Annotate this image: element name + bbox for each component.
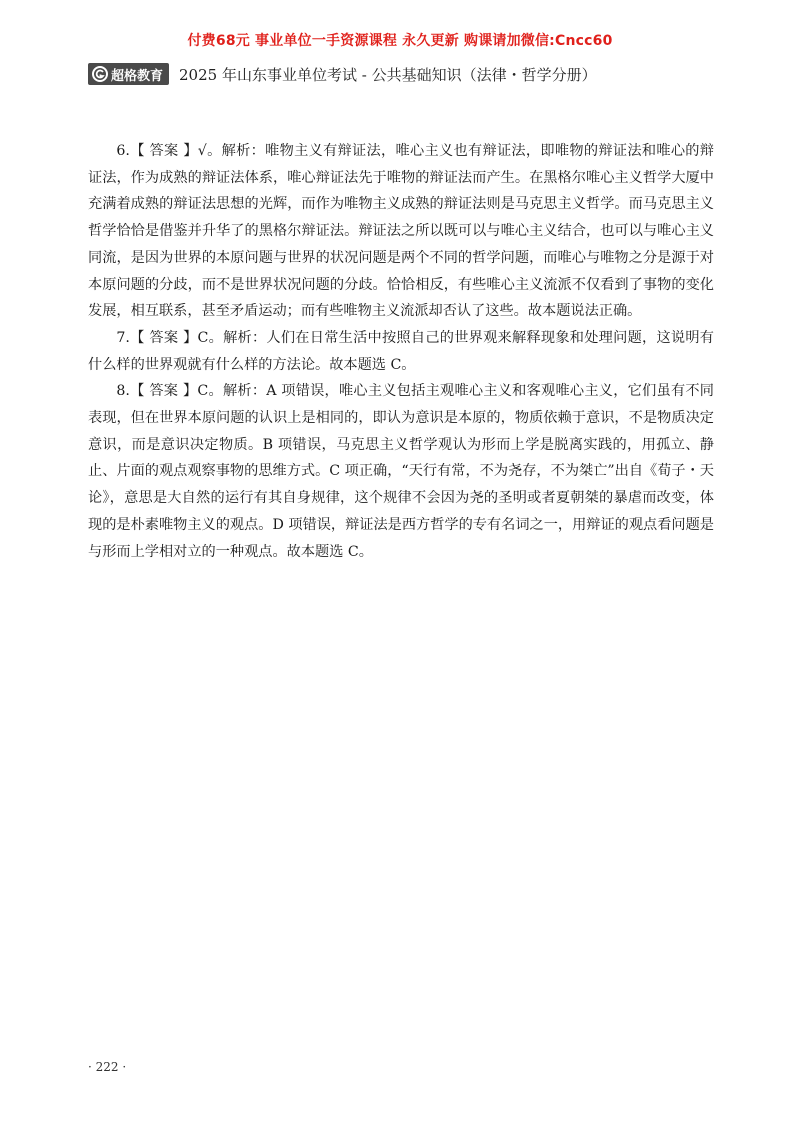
page-number: · 222 · [88, 1060, 127, 1074]
page-header [88, 62, 597, 86]
brand-logo [88, 63, 169, 85]
brand-logo-icon [92, 66, 108, 82]
document-title: 2025 年山东事业单位考试 - 公共基础知识（法律・哲学分册） [179, 65, 597, 84]
answer-explanations [88, 138, 714, 565]
answer-paragraph: 6.【 答案 】√。解析：唯物主义有辩证法，唯心主义也有辩证法，即唯物的辩证法和唯心的辩证法，作为成熟的辩证法体系，唯心辩证法先于唯物的辩证法而产生。在黑格尔唯心主义哲学大厦中充满着成熟的辩证法思想的光辉，而作为唯物主义成熟的辩证法则是马克思主义哲学。而马克思主义哲学恰恰是借鉴并升华了的黑格尔辩证法。辩证法之所以既可以与唯心主义结合，也可以与唯心主义同流，是因为世界的本原问题与世界的状况问题是两个不同的哲学问题，而唯心与唯物之分是源于对本原问题的分歧，而不是世界状况问题的分歧。恰恰相反，有些唯心主义流派不仅看到了事物的变化发展，相互联系，甚至矛盾运动；而有些唯物主义流派却否认了这些。故本题说法正确。 [88, 143, 714, 320]
answer-paragraph: 7.【 答案 】C。解析：人们在日常生活中按照自己的世界观来解释现象和处理问题，这说明有什么样的世界观就有什么样的方法论。故本题选 C。 [88, 329, 714, 373]
ad-banner: 付费68元 事业单位一手资源课程 永久更新 购课请加微信:Cncc60 [187, 33, 613, 49]
answer-paragraph: 8.【 答案 】C。解析：A 项错误，唯心主义包括主观唯心主义和客观唯心主义，它们虽有不同表现，但在世界本原问题的认识上是相同的，即认为意识是本原的，物质依赖于意识，不是物质决定意识，而是意识决定物质。B 项错误，马克思主义哲学观认为形而上学是脱离实践的，用孤立、静止、片面的观点观察事物的思维方式。C 项正确，“天行有常，不为尧存，不为桀亡”出自《荀子・天论》，意思是大自然的运行有其自身规律，这个规律不会因为尧的圣明或者夏朝桀的暴虐而改变，体现的是朴素唯物主义的观点。D 项错误，辩证法是西方哲学的专有名词之一，用辩证的观点看问题是与形而上学相对立的一种观点。故本题选 C。 [88, 383, 714, 560]
brand-logo-text: 超格教育 [111, 68, 164, 84]
